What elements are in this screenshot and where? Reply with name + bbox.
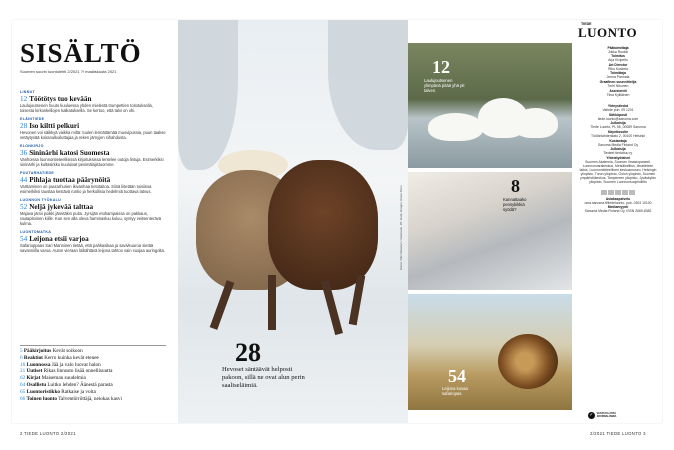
item-text: Talventörröttäjä, neiokas kasvi <box>58 395 122 402</box>
entry-title-text: Leijona etsii varjoa <box>29 235 89 243</box>
item-heading: Luontoristikko <box>26 388 60 395</box>
colophon-label: Assistentti <box>609 88 627 93</box>
lion-page-number: 54 <box>448 366 466 386</box>
item-heading: Reaktiot <box>23 354 43 361</box>
colophon-block <box>578 156 658 184</box>
horses-caption: Hevoset säntäävät helposti pakoon, sillä ne ovat alun perin saaliseläimiä. <box>222 366 305 389</box>
item-page-number: 66 <box>20 395 26 402</box>
toc-entry[interactable] <box>20 230 168 253</box>
colophon-value: Töölönlahdenkatu 2, 00100 Helsinki <box>591 133 645 138</box>
entry-title <box>20 149 168 157</box>
entry-title <box>20 203 168 211</box>
colophon-value: Sanoma Media Finland Oy, ISSN 2669-8382 <box>584 209 652 214</box>
entry-title <box>20 122 168 130</box>
colophon-block <box>578 104 658 112</box>
item-text: Rikas linnusto lisää onnellisuutta <box>43 368 113 375</box>
entry-title-text: Iso kiltti pelkuri <box>29 122 80 130</box>
short-list-item[interactable] <box>20 368 170 375</box>
colophon-block <box>578 130 658 138</box>
short-list-item[interactable] <box>20 389 170 396</box>
check-icon: ✓ <box>589 411 594 418</box>
entry-description: Safarioppaas Sari Manninen tietää, että pahkasikaa ja savivkuuroa sietää savanniilla varoa. Auton vieraan löikähtävä leijona tahtoo vain suojaa auringolta. <box>20 243 165 253</box>
item-heading: Uutiset <box>26 368 43 375</box>
colophon-label: Julkaisija <box>610 121 626 126</box>
item-text: Kevät soikoon <box>52 348 83 354</box>
entry-description: Varttaminen on puutarhurien ikivanhaa tietotaitoa. Siinä liitetään toisiinsa esimerkiksi taustaa kestävä runko ja herkullisia hedelmiä tuottava latvus. <box>20 184 152 194</box>
colophon-label: Toimittaja <box>610 71 626 76</box>
lion-caption: Leijona kuvaa safariopas. <box>442 386 468 396</box>
table-of-contents <box>20 38 168 253</box>
entry-description: Majava järsii poikki järeitäkin puita. Jyrsijän etuhampaissa on pakkaus, rautapitoinen kiille. Kun sen alla oleva hammasluu kuluu, syntyy veitsenterävä kulma. <box>20 211 162 226</box>
colophon-value: Tiede Luonto, PL 55, 00089 Sanoma <box>590 125 646 130</box>
section-label: ELONKIRJO <box>20 144 44 148</box>
entry-page-number: 36 <box>20 149 28 157</box>
entry-description: Vanhoissa luonnontieteellisissä kirjoituksissa lenteleе outoja lintuja. Esimerkiksi sininärhi ja kultasirkku kuuluivat pesimälajistoomme. <box>20 157 164 167</box>
swans-photo <box>408 43 572 168</box>
toc-entry[interactable] <box>20 117 168 140</box>
entry-page-number: 54 <box>20 235 28 243</box>
entry-title-text: Neljä jykevää talttaa <box>29 203 94 211</box>
page-title: SISÄLTÖ <box>20 38 142 68</box>
toc-entry[interactable] <box>20 198 168 226</box>
item-text: Ratkaise ja voita <box>61 388 96 395</box>
colophon-block <box>578 121 658 129</box>
logo-top: TIEDE <box>581 22 592 26</box>
colophon-label: Graafinen suunnittelija <box>599 79 637 84</box>
colophon-block <box>578 89 658 97</box>
colophon <box>578 22 658 213</box>
toc-entry[interactable] <box>20 90 168 113</box>
item-text: Maiseman suudelmia <box>41 375 86 382</box>
lion <box>498 334 558 389</box>
colophon-block <box>578 63 658 71</box>
entry-page-number: 44 <box>20 176 28 184</box>
entry-title-text: Pihlaja tuottaa päärynöitä <box>29 176 111 184</box>
colophon-value: Terhi Nikunen <box>607 83 629 88</box>
issue-subtitle: Suomen suurin luontolehti 2/2021 ?/ maaliskuuta 2021 <box>20 69 117 74</box>
entry-page-number: 12 <box>20 95 28 103</box>
section-label: LUONTOMATKA <box>20 230 52 234</box>
colophon-label: Toimitus <box>611 54 625 59</box>
colophon-label: Päätoimittaja <box>607 45 629 50</box>
entry-title <box>20 176 168 184</box>
item-page-number: 16 <box>20 361 26 368</box>
colophon-value: Riku Koskela <box>608 66 628 71</box>
magazine-logo: LUONTO <box>578 25 638 40</box>
item-page-number: 6 <box>20 354 23 361</box>
certification-logos <box>578 190 658 195</box>
colophon-block <box>578 54 658 62</box>
item-heading: Toinen luonto <box>26 395 57 402</box>
item-page-number: 62 <box>20 375 26 382</box>
colophon-value: tiede.luonto@sanoma.com <box>597 116 639 121</box>
section-label: LINNUT <box>20 90 35 94</box>
entry-title <box>20 95 168 103</box>
colophon-label: Yhteystiedot <box>607 104 629 109</box>
entry-description: Laulujoutsenen huuto kuuluessa yhden mielestä trumpettien toitotuksella, toisesta kirkonkellojen kalkatuksella. Se kertoo, että talvi on ohi. <box>20 103 153 113</box>
pear-tree-photo <box>408 172 572 290</box>
colophon-label: Yhteistyötahot <box>606 155 630 160</box>
item-page-number: 65 <box>20 388 26 395</box>
colophon-value: Vaihde puh. 09 1201 <box>602 108 634 113</box>
colophon-value: Jukka Ruukki <box>607 49 629 54</box>
colophon-value: Arja Kivipelto <box>608 58 628 63</box>
pear-caption: Kannattaako pensykikkiä syödä? <box>503 197 527 212</box>
item-heading: Pääkirjoitus <box>23 348 52 354</box>
short-list-item[interactable] <box>20 396 170 403</box>
colophon-value: Tiina Kylliäinen <box>606 92 630 97</box>
divider <box>20 345 166 346</box>
colophon-block <box>578 113 658 121</box>
colophon-value: Tiedeet tiedottuu ry. <box>603 151 633 156</box>
item-page-number: 64 <box>20 381 26 388</box>
colophon-block <box>578 197 658 205</box>
pear-page-number: 8 <box>511 176 520 196</box>
colophon-block <box>578 147 658 155</box>
item-text: Kerro kuinka kevät etenee <box>44 354 99 361</box>
footer-left: 2 TIEDE LUONTO 2/2021 <box>20 431 76 436</box>
section-label: ELÄINTIEDE <box>20 117 45 121</box>
journalism-badge <box>588 409 634 421</box>
entry-page-number: 52 <box>20 203 28 211</box>
entry-page-number: 28 <box>20 122 28 130</box>
swans-caption: Laulujoutsenen ylimpänä pitää yhä pit talven. <box>424 78 465 93</box>
item-page-number: 21 <box>20 368 26 375</box>
entry-title-text: Sininärhi katosi Suomesta <box>29 149 110 157</box>
colophon-value: Suomen Akatemia, Suomen Ilmastopaneeli, Luonnonvarakeskus, Metsähallitus, Ilmatieteen laitos, Luonnontieteellinen keskusmuseo, Helsingin yliopisto, Turun yliopisto, Oulun yliopisto, Suomen ympäristökeskus, Tampereen yliopisto, Jyväskylän yliopisto, Suomen Luonnonsuojeluliitto <box>579 159 657 184</box>
item-heading: Kirjat <box>26 375 41 382</box>
colophon-label: Käyntiosoite <box>607 129 629 134</box>
section-label: LUONNON TYÖKALU <box>20 198 62 202</box>
colophon-label: Asiakaspalvelu <box>605 196 631 201</box>
swans-page-number: 12 <box>432 57 450 77</box>
item-text: Jää ja valo luovat halon <box>51 361 101 368</box>
entry-title <box>20 235 168 243</box>
short-list-item[interactable] <box>20 382 170 389</box>
colophon-block <box>578 139 658 147</box>
short-list-item[interactable] <box>20 375 170 382</box>
colophon-label: Kustantaja <box>609 138 627 143</box>
short-list-item[interactable] <box>20 355 170 362</box>
item-heading: Osallistu <box>26 381 47 388</box>
short-contents-list <box>20 348 170 402</box>
colophon-block <box>578 205 658 213</box>
colophon-value: Sanoma Media Finland Oy <box>597 142 639 147</box>
photo-credit: Kansi: Ville Oksanen / Vastavalo. 28: Getty Images; Kaisa Siren <box>399 185 403 270</box>
lion-photo <box>408 294 572 410</box>
colophon-label: Art Director <box>608 62 628 67</box>
colophon-block <box>578 80 658 88</box>
item-text: Luitko lehden? Äänestä parasta <box>47 381 113 388</box>
toc-entry[interactable] <box>20 144 168 167</box>
colophon-value: Jenna Parmala <box>606 75 630 80</box>
short-list-item[interactable] <box>20 348 170 355</box>
colophon-label: Julkaisija <box>610 147 626 152</box>
badge-text: VASTUULLISTA JOURNALISMIA <box>596 412 617 418</box>
colophon-block <box>578 71 658 79</box>
short-list-item[interactable] <box>20 362 170 369</box>
footer-right: 2/2021 TIEDE LUONTO 3 <box>590 431 646 436</box>
item-page-number: 5 <box>20 348 23 354</box>
colophon-block <box>578 46 658 54</box>
colophon-value: oma.sanoma.fi/tiedeluonto, puh. 0303 10100 <box>584 200 652 205</box>
section-label: PUUTARHATIEDE <box>20 171 55 175</box>
colophon-label: Sähköposti <box>608 112 628 117</box>
horses-photo <box>178 20 408 423</box>
horses-page-number: 28 <box>235 338 261 367</box>
entry-description: Hevonen voi säikkyä vaikka miltä: tuulen lennättämää muovipussia, puun taakse vetäytyvää koiranulkoiluttajaa ja reken järnyjen sihahdusta. <box>20 130 166 140</box>
toc-entry[interactable] <box>20 171 168 194</box>
dark-horse <box>268 160 378 290</box>
colophon-label: Mediamyynti <box>607 205 629 210</box>
item-heading: Luonnossa <box>26 361 51 368</box>
entry-title-text: Töötötys tuo kevään <box>29 95 92 103</box>
